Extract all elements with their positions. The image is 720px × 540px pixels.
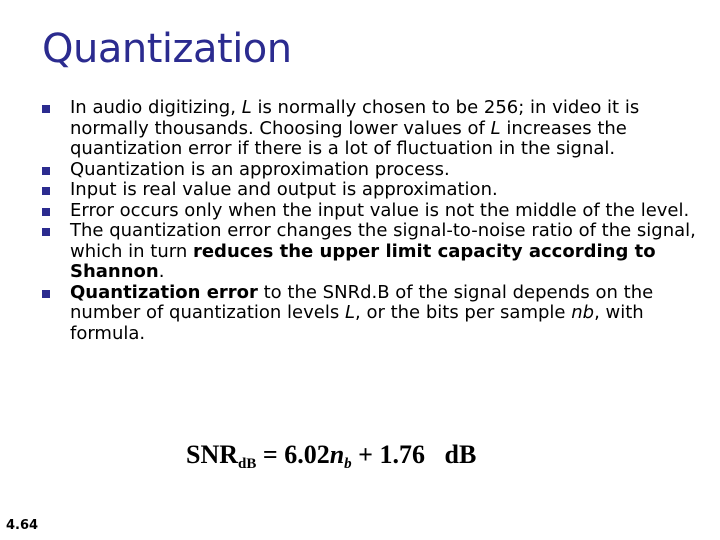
slide-number: 4.64 (6, 518, 39, 533)
square-bullet-icon (42, 167, 50, 175)
bullet-item (42, 201, 702, 222)
bullet-item (42, 180, 702, 201)
square-bullet-icon (42, 208, 50, 216)
bullet-text: Input is real value and output is approximation. (70, 179, 498, 200)
bullet-item (42, 160, 702, 181)
square-bullet-icon (42, 290, 50, 298)
bullet-text: The quantization error changes the signal-to-noise ratio of the signal, which in turn reduces the upper limit capacity according to Shannon. (70, 220, 696, 282)
bullet-text: Quantization error to the SNRd.B of the signal depends on the number of quantization levels L, or the bits per sample nb, with formula. (70, 281, 654, 344)
bullet-item (42, 98, 702, 160)
bullet-item (42, 221, 702, 283)
slide-title: Quantization (42, 26, 292, 72)
bullet-text: In audio digitizing, L is normally chosen to be 256; in video it is normally thousands. Choosing lower values of L increases the quantization error if there is a lot of fluctuation in the signal. (70, 97, 640, 159)
square-bullet-icon (42, 228, 50, 236)
bullet-text: Error occurs only when the input value is not the middle of the level. (70, 199, 690, 221)
bullet-item (42, 283, 702, 345)
bullet-text: Quantization is an approximation process. (70, 158, 450, 180)
square-bullet-icon (42, 187, 50, 195)
square-bullet-icon (42, 105, 50, 113)
snr-formula: $SNR_{dB} = 6.02n_b + 1.76$ dB (186, 440, 477, 472)
bullet-list (42, 98, 702, 344)
